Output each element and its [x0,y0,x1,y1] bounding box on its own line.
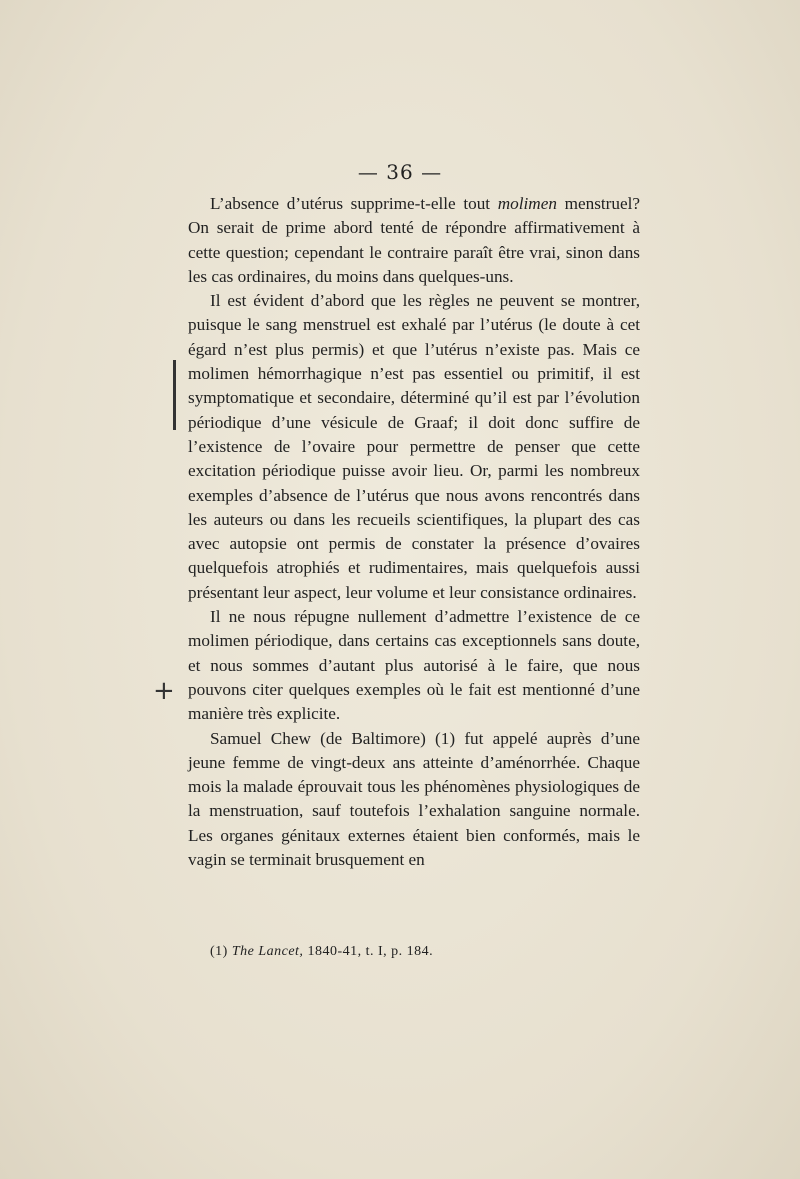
margin-vertical-mark [173,360,176,430]
paragraph-2-text: Il est évident d’abord que les règles ne peuvent se montrer, puisque le sang menstruel est exhalé par l’utérus (le doute à cet égard n’est plus permis) et que l’utérus n’existe pas. Mais ce molimen hémorrhagique n’est pas essentiel ou primitif, il est symptomatique et secondaire, déterminé qu’il est par l’évolution périodique d’une vésicule de Graaf; il doit donc suffire de l’existence de l’ovaire pour permettre de penser que cette excitation périodique puisse avoir lieu. Or, parmi les nombreux exemples d’absence de l’utérus que nous avons rencontrés dans les auteurs ou dans les recueils scientifiques, la plupart des cas avec autopsie ont permis de constater la présence d’ovaires quelquefois atrophiés et rudimentaires, mais quelquefois aussi présentant leur aspect, leur volume et leur consistance ordinaires. [188,291,640,602]
footnote-marker: (1) [210,944,228,959]
footnote-source: The Lancet, [231,944,304,959]
paragraph-2 [188,289,640,605]
footnote-reference: 1840-41, t. I, p. 184. [303,944,434,959]
footnote [210,944,433,960]
paragraph-1-text-cont: menstruel? On serait de prime abord tenté de répondre affirmativement à cette question; cependant le contraire paraît être vrai, sinon dans les cas ordinaires, du moins dans quelques-uns. [188,194,641,286]
paragraph-4-text: Samuel Chew (de Baltimore) (1) fut appelé auprès d’une jeune femme de vingt-deux ans atteinte d’aménorrhée. Chaque mois la malade éprouvait tous les phénomènes physiologiques de la menstruation, sauf toutefois l’exhalation sanguine normale. Les organes génitaux externes étaient bien conformés, mais le vagin se terminait brusquement en [188,728,640,870]
paragraph-1-italic: molimen [497,194,557,213]
paragraph-4 [188,727,640,873]
paragraph-3-text: Il ne nous répugne nullement d’admettre l’existence de ce molimen périodique, dans certains cas exceptionnels sans doute, et nous sommes d’autant plus autorisé à le faire, que nous pouvons citer quelques exemples où le fait est mentionné d’une manière très explicite. [188,607,640,724]
body-text [188,192,640,872]
margin-cross-mark: + [153,676,175,706]
paragraph-3 [188,605,640,726]
page-number: — 36 — [357,160,443,184]
paragraph-1 [188,192,640,289]
paragraph-1-text: L’absence d’utérus supprime-t-elle tout [210,194,498,213]
